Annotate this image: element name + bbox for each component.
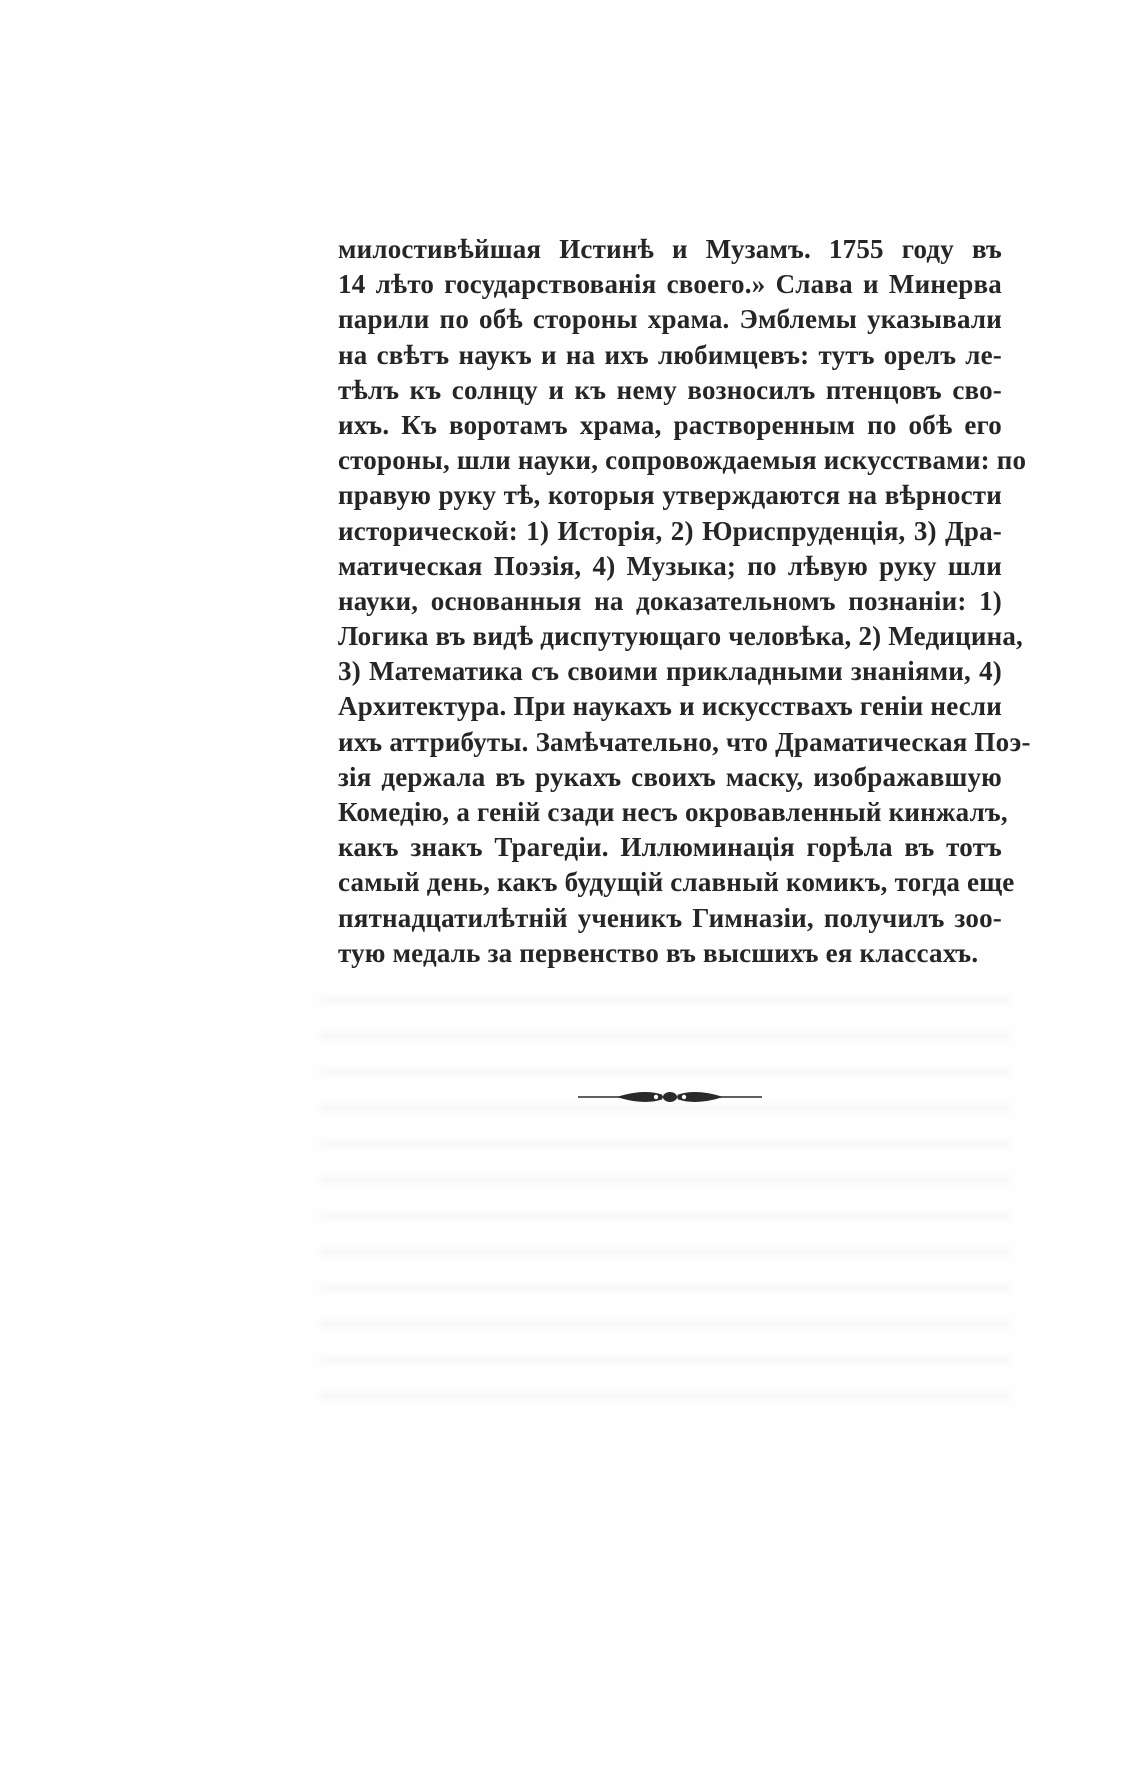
text-line: тѣлъ къ солнцу и къ нему возносилъ птенцовъ сво- bbox=[338, 374, 1002, 405]
text-line: на свѣтъ наукъ и на ихъ любимцевъ: тутъ орелъ ле- bbox=[338, 339, 1002, 370]
text-line: Логика въ видѣ диспутующаго человѣка, 2) Медицина, bbox=[338, 621, 1023, 652]
text-line: исторической: 1) Исторія, 2) Юриспруденція, 3) Дра- bbox=[338, 515, 1002, 546]
text-line: тую медаль за первенство въ высшихъ ея классахъ. bbox=[338, 937, 979, 968]
text-line: зія держала въ рукахъ своихъ маску, изображавшую bbox=[338, 761, 1002, 792]
text-line: парили по обѣ стороны храма. Эмблемы указывали bbox=[338, 304, 1002, 335]
text-line: милостивѣйшая Истинѣ и Музамъ. 1755 году въ bbox=[338, 234, 1002, 264]
text-line: 3) Математика съ своими прикладными знаніями, 4) bbox=[338, 656, 1002, 687]
text-line: ихъ. Къ воротамъ храма, растворенным по обѣ его bbox=[338, 409, 1002, 440]
text-line: науки, основанныя на доказательномъ познаніи: 1) bbox=[338, 585, 1002, 616]
text-line: 14 лѣто государствованія своего.» Слава и Минерва bbox=[338, 269, 1002, 300]
body-text bbox=[338, 232, 1031, 971]
text-line: стороны, шли науки, сопровождаемыя искусствами: по bbox=[338, 445, 1027, 476]
text-line: какъ знакъ Трагедіи. Иллюминація горѣла въ тотъ bbox=[338, 832, 1002, 863]
text-line: Комедію, а геній сзади несъ окровавленный кинжалъ, bbox=[338, 797, 1008, 827]
bleed-through-shadow bbox=[320, 980, 1010, 1410]
text-line: правую руку тѣ, которыя утверждаются на вѣрности bbox=[338, 480, 1002, 511]
text-line: ихъ аттрибуты. Замѣчательно, что Драматическая Поэ- bbox=[338, 726, 1031, 757]
text-line: самый день, какъ будущій славный комикъ, тогда еще bbox=[338, 867, 1015, 898]
text-line: Архитектура. При наукахъ и искусствахъ геніи несли bbox=[338, 691, 1002, 722]
text-line: пятнадцатилѣтній ученикъ Гимназіи, получилъ зоо- bbox=[338, 902, 1002, 933]
ornamental-divider-icon bbox=[578, 1086, 762, 1108]
text-line: матическая Поэзія, 4) Музыка; по лѣвую руку шли bbox=[338, 550, 1002, 581]
